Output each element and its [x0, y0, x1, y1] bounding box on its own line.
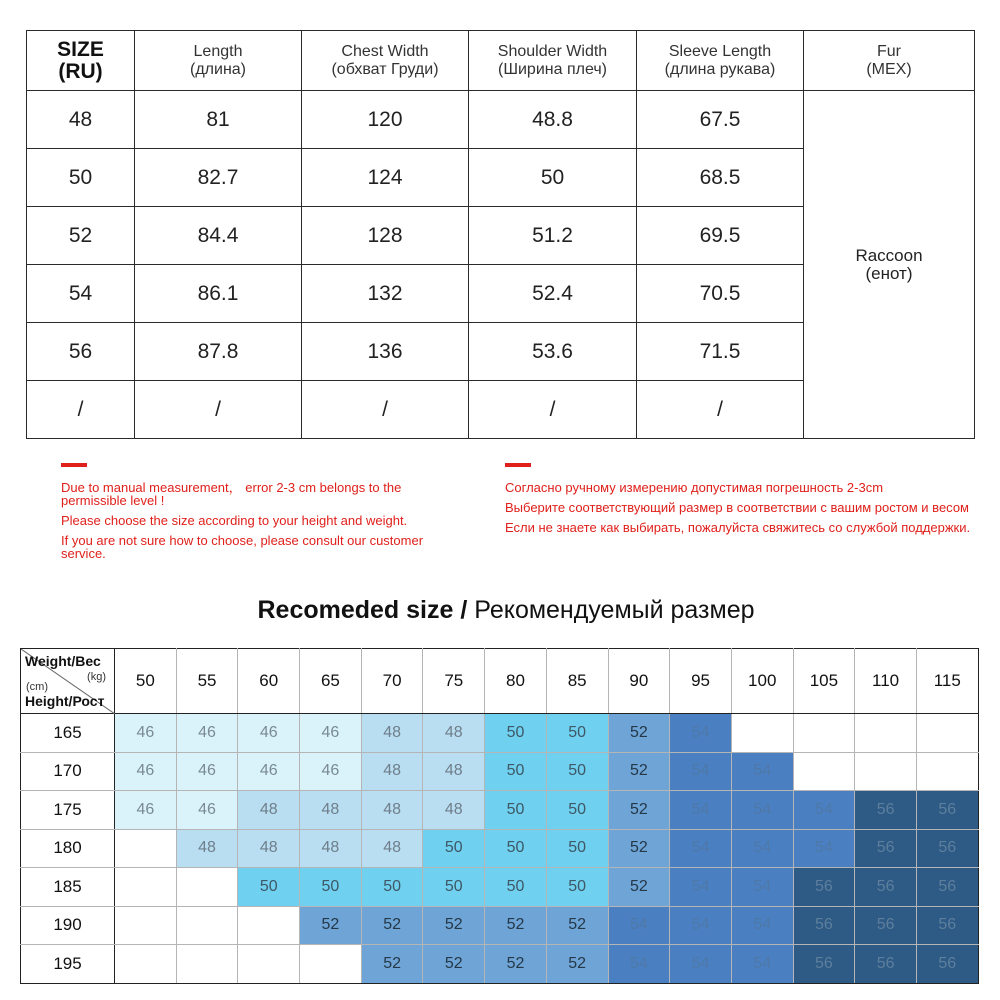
height-cell-190: 190 [21, 906, 115, 945]
size-cell [176, 868, 238, 907]
size-cell [115, 868, 177, 907]
table-cell: 124 [302, 149, 469, 207]
weight-header-row [21, 649, 979, 714]
size-cell: 54 [731, 945, 793, 984]
size-cell: 50 [485, 791, 547, 830]
size-cell: 50 [546, 868, 608, 907]
height-cell-165: 165 [21, 714, 115, 753]
size-chart-table [26, 30, 975, 439]
note-text: Если не знаете как выбирать, пожалуйста свяжитесь со службой поддержки. [505, 520, 971, 535]
size-cell [115, 906, 177, 945]
size-cell: 52 [608, 791, 670, 830]
size-cell: 50 [546, 829, 608, 868]
size-cell: 52 [608, 829, 670, 868]
size-cell: 56 [855, 791, 917, 830]
size-cell: 48 [361, 791, 423, 830]
size-cell [793, 714, 855, 753]
size-cell: 46 [300, 752, 362, 791]
size-cell: 56 [855, 906, 917, 945]
table-row [21, 868, 979, 907]
size-cell: 46 [238, 752, 300, 791]
size-cell: 50 [546, 714, 608, 753]
table-cell: 68.5 [637, 149, 804, 207]
size-cell: 54 [731, 906, 793, 945]
weight-col-65: 65 [300, 649, 362, 714]
size-cell: 56 [855, 868, 917, 907]
size-cell: 48 [423, 714, 485, 753]
size-cell [176, 906, 238, 945]
size-cell: 52 [608, 868, 670, 907]
table-cell: 50 [469, 149, 637, 207]
recommended-size-grid [20, 648, 979, 984]
size-cell [238, 945, 300, 984]
weight-col-80: 80 [485, 649, 547, 714]
size-cell [300, 945, 362, 984]
weight-col-70: 70 [361, 649, 423, 714]
size-cell [793, 752, 855, 791]
table-row [21, 906, 979, 945]
size-cell: 48 [176, 829, 238, 868]
size-cell: 46 [176, 752, 238, 791]
weight-col-95: 95 [670, 649, 732, 714]
size-cell: 56 [793, 906, 855, 945]
size-cell: 54 [670, 714, 732, 753]
weight-col-85: 85 [546, 649, 608, 714]
table-cell: / [135, 381, 302, 439]
table-cell: 69.5 [637, 207, 804, 265]
size-cell: 50 [361, 868, 423, 907]
size-cell: 52 [361, 945, 423, 984]
size-cell: 54 [731, 829, 793, 868]
size-cell: 52 [423, 945, 485, 984]
size-cell: 48 [361, 829, 423, 868]
size-cell: 50 [485, 829, 547, 868]
red-accent-bar [505, 463, 531, 467]
table-cell: 52.4 [469, 265, 637, 323]
size-cell [115, 829, 177, 868]
table-cell: 54 [27, 265, 135, 323]
red-accent-bar [61, 463, 87, 467]
size-cell: 48 [423, 752, 485, 791]
size-cell: 54 [670, 791, 732, 830]
size-cell: 46 [115, 791, 177, 830]
table-row [21, 945, 979, 984]
size-cell: 52 [361, 906, 423, 945]
corner-header: Weight/Вес (kg) (cm) Height/Рост [21, 649, 115, 714]
size-cell: 54 [670, 752, 732, 791]
size-cell: 54 [731, 791, 793, 830]
table-cell: / [637, 381, 804, 439]
size-cell: 48 [361, 752, 423, 791]
table-cell: 136 [302, 323, 469, 381]
size-cell: 50 [238, 868, 300, 907]
weight-col-110: 110 [855, 649, 917, 714]
size-cell: 52 [485, 906, 547, 945]
size-cell: 56 [916, 829, 978, 868]
size-cell: 50 [485, 868, 547, 907]
size-cell: 54 [731, 868, 793, 907]
weight-col-75: 75 [423, 649, 485, 714]
size-cell: 54 [608, 945, 670, 984]
table-cell: 51.2 [469, 207, 637, 265]
table-cell: 71.5 [637, 323, 804, 381]
table-cell: 84.4 [135, 207, 302, 265]
table-cell: 48 [27, 91, 135, 149]
table-cell: 56 [27, 323, 135, 381]
table-row [27, 91, 975, 149]
table-row [21, 714, 979, 753]
table-cell: / [27, 381, 135, 439]
size-cell: 52 [608, 752, 670, 791]
size-cell: 54 [793, 829, 855, 868]
size-cell: 50 [546, 752, 608, 791]
size-cell: 56 [793, 945, 855, 984]
size-cell: 54 [670, 829, 732, 868]
table-cell: 82.7 [135, 149, 302, 207]
table-cell: 67.5 [637, 91, 804, 149]
table-cell: / [469, 381, 637, 439]
note-text: If you are not sure how to choose, please consult our customer service. [61, 533, 424, 561]
size-cell: 50 [546, 791, 608, 830]
note-text: Please choose the size according to your height and weight. [61, 513, 408, 528]
height-cell-195: 195 [21, 945, 115, 984]
size-cell: 52 [485, 945, 547, 984]
table-cell: 120 [302, 91, 469, 149]
size-cell: 54 [608, 906, 670, 945]
table-row [21, 829, 979, 868]
notes-english [61, 463, 436, 567]
size-cell: 52 [608, 714, 670, 753]
header-size: SIZE (RU) [27, 31, 135, 91]
size-cell: 50 [485, 714, 547, 753]
table-cell: 50 [27, 149, 135, 207]
table-cell: 81 [135, 91, 302, 149]
size-cell [731, 714, 793, 753]
weight-col-50: 50 [115, 649, 177, 714]
size-cell [855, 714, 917, 753]
size-cell: 46 [115, 752, 177, 791]
size-cell: 54 [670, 945, 732, 984]
size-cell: 48 [300, 829, 362, 868]
weight-col-105: 105 [793, 649, 855, 714]
size-cell: 46 [238, 714, 300, 753]
size-cell: 48 [238, 791, 300, 830]
recommended-size-title: Recomeded size / Рекомендуемый размер [257, 596, 755, 624]
size-cell [115, 945, 177, 984]
size-cell: 48 [238, 829, 300, 868]
size-cell: 46 [115, 714, 177, 753]
weight-col-90: 90 [608, 649, 670, 714]
note-text: Выберите соответствующий размер в соответствии с вашим ростом и весом [505, 500, 969, 515]
size-cell [855, 752, 917, 791]
size-table-header-row [27, 31, 975, 91]
weight-col-115: 115 [916, 649, 978, 714]
table-cell: 128 [302, 207, 469, 265]
header-chest-width: Chest Width (обхват Груди) [302, 31, 469, 91]
size-cell: 50 [423, 829, 485, 868]
size-cell [176, 945, 238, 984]
size-cell: 54 [670, 868, 732, 907]
table-cell: 48.8 [469, 91, 637, 149]
size-cell: 52 [423, 906, 485, 945]
weight-col-60: 60 [238, 649, 300, 714]
table-cell: 53.6 [469, 323, 637, 381]
size-cell: 56 [916, 791, 978, 830]
notes-russian [505, 463, 975, 541]
size-cell: 52 [300, 906, 362, 945]
size-cell: 56 [916, 906, 978, 945]
table-cell: 132 [302, 265, 469, 323]
table-cell: 87.8 [135, 323, 302, 381]
size-cell: 56 [855, 829, 917, 868]
table-cell: 70.5 [637, 265, 804, 323]
header-shoulder-width: Shoulder Width (Ширина плеч) [469, 31, 637, 91]
size-cell [238, 906, 300, 945]
note-text: Согласно ручному измерению допустимая погрешность 2-3cm [505, 480, 884, 495]
size-cell [916, 714, 978, 753]
size-cell: 50 [300, 868, 362, 907]
note-text: Due to manual measurement， error 2-3 cm belongs to the permissible level ! [61, 480, 402, 508]
table-cell: 52 [27, 207, 135, 265]
size-cell: 46 [300, 714, 362, 753]
size-cell: 46 [176, 714, 238, 753]
table-row [21, 752, 979, 791]
size-cell: 54 [793, 791, 855, 830]
weight-col-100: 100 [731, 649, 793, 714]
size-cell: 50 [485, 752, 547, 791]
size-cell: 48 [300, 791, 362, 830]
size-cell: 48 [361, 714, 423, 753]
height-cell-180: 180 [21, 829, 115, 868]
size-cell: 56 [855, 945, 917, 984]
size-cell: 50 [423, 868, 485, 907]
size-cell: 52 [546, 906, 608, 945]
table-row [21, 791, 979, 830]
fur-type-cell: Raccoon (енот) [804, 91, 975, 439]
size-cell: 54 [670, 906, 732, 945]
size-cell: 56 [916, 868, 978, 907]
table-cell: / [302, 381, 469, 439]
size-cell [916, 752, 978, 791]
height-cell-175: 175 [21, 791, 115, 830]
size-cell: 56 [916, 945, 978, 984]
header-length: Length (длина) [135, 31, 302, 91]
size-cell: 52 [546, 945, 608, 984]
size-cell: 48 [423, 791, 485, 830]
size-cell: 46 [176, 791, 238, 830]
size-cell: 56 [793, 868, 855, 907]
size-cell: 54 [731, 752, 793, 791]
height-cell-185: 185 [21, 868, 115, 907]
header-fur: Fur (MEX) [804, 31, 975, 91]
weight-col-55: 55 [176, 649, 238, 714]
header-sleeve-length: Sleeve Length (длина рукава) [637, 31, 804, 91]
height-cell-170: 170 [21, 752, 115, 791]
table-cell: 86.1 [135, 265, 302, 323]
